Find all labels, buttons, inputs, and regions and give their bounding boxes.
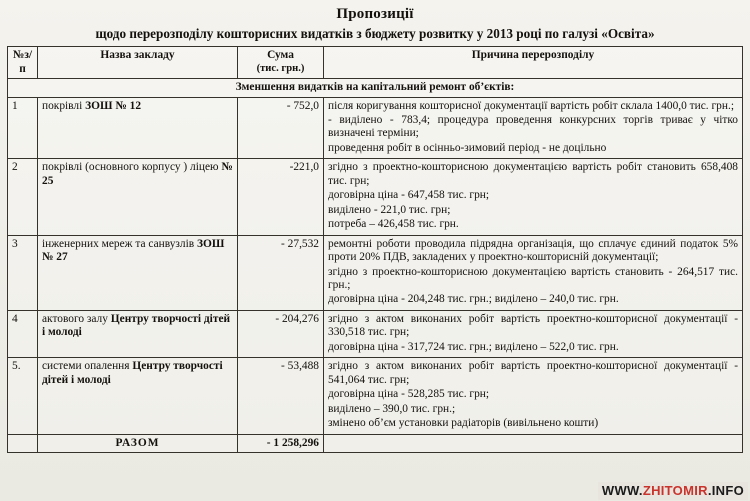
row-sum: - 27,532 [238, 235, 324, 310]
reason-line: згідно з актом виконаних робіт вартість проектно-кошторисної документації - 541,064 тис. грн; [328, 360, 738, 386]
section-header-label: Зменшення видатків на капітальний ремонт об’єктів: [8, 79, 743, 97]
column-header-sum-units: (тис. грн.) [256, 62, 305, 74]
row-facility-name [38, 310, 238, 357]
reason-line: ремонтні роботи проводила підрядна організація, що сплачує єдиний податок 5% проти 20% ПДВ, закладених у проектно-кошторисній документації; [328, 237, 738, 264]
row-sum: - 752,0 [238, 97, 324, 159]
reason-line: виділено – 390,0 тис. грн.; [328, 402, 456, 415]
table-row [8, 358, 743, 434]
facility-name-bold: Центру творчості дітей і молоді [42, 360, 223, 386]
reason-line: після коригування кошторисної документації вартість робіт склала 1400,0 тис. грн.; [328, 99, 734, 112]
row-facility-name [38, 159, 238, 235]
facility-name-bold: ЗОШ № 12 [85, 99, 142, 112]
watermark-main: ZHITOMIR [642, 483, 708, 498]
row-reason [324, 235, 743, 310]
watermark-suffix: .INFO [707, 483, 744, 498]
table-row [8, 159, 743, 235]
row-sum: - 204,276 [238, 310, 324, 357]
facility-name-plain: покрівлі (основного корпусу ) ліцею [42, 161, 222, 174]
reason-line: проведення робіт в осінньо-зимовий період - не доцільно [328, 141, 607, 154]
facility-name-plain: системи опалення [42, 360, 133, 373]
reason-line: договірна ціна - 647,458 тис. грн; [328, 189, 490, 202]
table-row [8, 235, 743, 310]
section-header-row [8, 79, 743, 97]
reason-line: виділено - 221,0 тис. грн; [328, 203, 451, 216]
reason-line: згідно з проектно-кошторисною документацією вартість становить - 264,517 тис. грн.; [328, 265, 738, 291]
reason-line: договірна ціна - 204,248 тис. грн.; виділено – 240,0 тис. грн. [328, 293, 619, 306]
row-number: 3 [8, 235, 38, 310]
facility-name-bold: Центру творчості дітей і молоді [42, 312, 231, 339]
row-reason [324, 97, 743, 159]
reason-line: договірна ціна - 528,285 тис. грн; [328, 388, 490, 401]
row-facility-name [38, 358, 238, 434]
page-title: Пропозиції [336, 6, 414, 22]
column-header-sum [238, 47, 324, 79]
row-number: 4 [8, 310, 38, 357]
table-total-row [8, 434, 743, 452]
reason-line: потреба – 426,458 тис. грн. [328, 218, 459, 231]
column-header-num: №з/п [8, 47, 38, 79]
table-header-row [8, 47, 743, 79]
proposals-table [7, 46, 743, 453]
table-header [8, 47, 743, 79]
watermark [598, 482, 748, 500]
row-reason [324, 358, 743, 434]
reason-line: згідно з проектно-кошторисною документацією вартість робіт становить 658,408 тис. грн; [328, 161, 738, 187]
watermark-prefix: WWW. [601, 483, 643, 498]
row-reason [324, 159, 743, 235]
table-row [8, 310, 743, 357]
row-sum: - 53,488 [238, 358, 324, 434]
row-facility-name [38, 235, 238, 310]
facility-name-plain: інженерних мереж та санвузлів [42, 237, 197, 250]
row-sum: -221,0 [238, 159, 324, 235]
total-label: РАЗОМ [38, 434, 238, 452]
total-reason [324, 434, 743, 452]
reason-line: договірна ціна - 317,724 тис. грн.; виділено – 522,0 тис. грн. [328, 340, 619, 353]
row-number: 2 [8, 159, 38, 235]
total-number [8, 434, 38, 452]
row-number: 5. [8, 358, 38, 434]
column-header-name: Назва закладу [38, 47, 238, 79]
total-sum: - 1 258,296 [238, 434, 324, 452]
facility-name-plain: покрівлі [42, 99, 86, 112]
row-facility-name [38, 97, 238, 159]
row-number: 1 [8, 97, 38, 159]
column-header-sum-main: Сума [267, 49, 294, 62]
reason-line: змінено об’єм установки радіаторів (вивільнено кошти) [328, 417, 599, 430]
table-row [8, 97, 743, 159]
column-header-reason: Причина перерозподілу [324, 47, 743, 79]
reason-line: - виділено - 783,4; процедура проведення конкурсних торгів триває у чітко визначені терміни; [328, 113, 738, 140]
reason-line: згідно з актом виконаних робіт вартість проектно-кошторисної документації - 330,518 тис. грн; [328, 312, 738, 339]
facility-name-plain: актового залу [42, 312, 111, 325]
facility-name-bold: № 25 [42, 161, 233, 187]
page-subtitle: щодо перерозподілу кошторисних видатків з бюджету розвитку у 2013 році по галузі «Освіта» [95, 26, 655, 41]
facility-name-bold: ЗОШ № 27 [42, 237, 225, 264]
table-body [8, 79, 743, 453]
row-reason [324, 310, 743, 357]
